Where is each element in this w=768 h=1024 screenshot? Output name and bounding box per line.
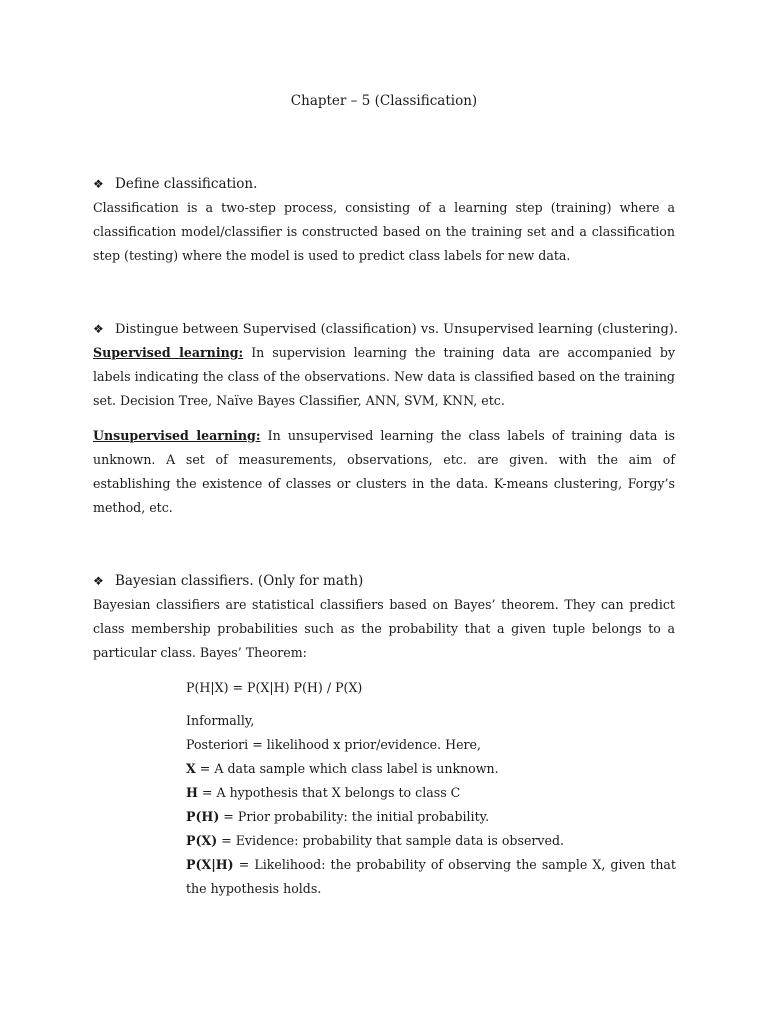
define-body: Classification is a two-step process, consisting of a learning step (training) where a classification model/classifier is constructed based on the training set and a classification step (testing) where the model is used to predict class labels for new data. (93, 200, 675, 263)
symbol-h: H (186, 785, 198, 800)
posteriori-line: Posteriori = likelihood x prior/evidence. Here, (186, 737, 481, 752)
definition-px-text: = Evidence: probability that sample data is observed. (217, 833, 565, 848)
define-heading-text: Define classification. (115, 176, 258, 192)
bayesian-heading-text: Bayesian classifiers. (Only for math) (115, 573, 364, 589)
unsupervised-paragraph (93, 424, 675, 520)
symbol-px: P(X) (186, 833, 218, 848)
distinguish-heading-text: Distingue between Supervised (classification) vs. Unsupervised learning (clustering). (115, 322, 678, 337)
definition-x (186, 757, 676, 781)
supervised-paragraph (93, 341, 675, 413)
informally-line: Informally, (186, 713, 255, 728)
distinguish-heading (93, 319, 683, 340)
bayes-formula: P(H|X) = P(X|H) P(H) / P(X) (186, 680, 363, 695)
symbol-pxh: P(X|H) (186, 857, 234, 872)
definition-h (186, 781, 676, 805)
bayesian-body: Bayesian classifiers are statistical classifiers based on Bayes’ theorem. They can predict class membership probabilities such as the probability that a given tuple belongs to a particular class. Bayes’ Theorem: (93, 597, 675, 660)
definition-pxh (186, 853, 676, 901)
diamond-bullet-icon: ❖ (93, 322, 104, 336)
definition-x-text: = A data sample which class label is unknown. (195, 761, 499, 776)
diamond-bullet-icon: ❖ (93, 574, 104, 588)
symbol-x: X (186, 761, 196, 776)
definition-px (186, 829, 676, 853)
define-heading (93, 174, 683, 194)
supervised-body: In supervision learning the training data are accompanied by labels indicating the class of the observations. New data is classified based on the training set. Decision Tree, Naïve Bayes Classifier, ANN, SVM, KNN, etc. (93, 345, 675, 408)
unsupervised-body: In unsupervised learning the class labels of training data is unknown. A set of measurements, observations, etc. are given. with the aim of establishing the existence of classes or clusters in the data. K-means clustering, Forgy’s method, etc. (93, 428, 675, 515)
bayes-definitions (186, 709, 676, 901)
diamond-bullet-icon: ❖ (93, 177, 104, 191)
bayesian-heading (93, 571, 683, 591)
symbol-ph: P(H) (186, 809, 220, 824)
chapter-title: Chapter – 5 (Classification) (290, 93, 478, 109)
definition-ph (186, 805, 676, 829)
definition-pxh-text: = Likelihood: the probability of observing the sample X, given that the hypothesis holds. (186, 857, 676, 896)
definition-ph-text: = Prior probability: the initial probability. (219, 809, 490, 824)
unsupervised-term: Unsupervised learning: (93, 428, 261, 443)
definition-h-text: = A hypothesis that X belongs to class C (197, 785, 461, 800)
supervised-term: Supervised learning: (93, 345, 244, 360)
